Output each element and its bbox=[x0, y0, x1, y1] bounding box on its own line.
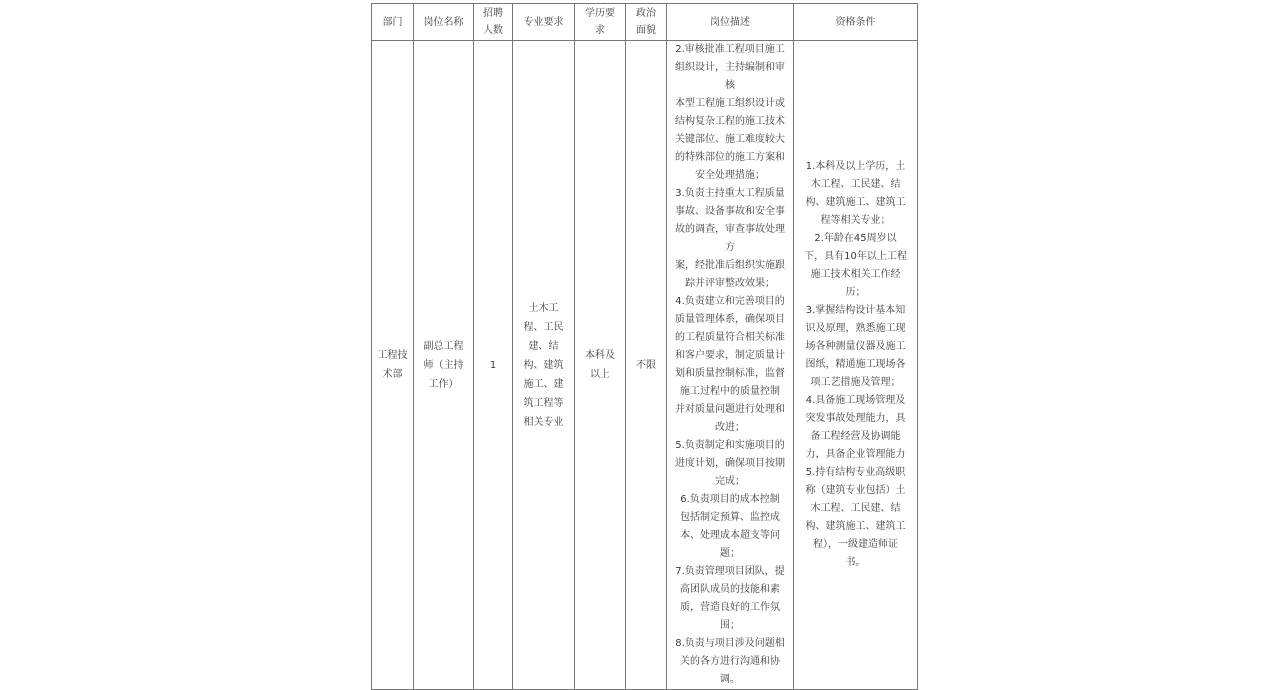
cell-text-line: 调。 bbox=[720, 674, 740, 685]
cell-text-line: 求 bbox=[595, 25, 605, 36]
cell-text-line: 专业要求 bbox=[523, 16, 564, 28]
cell-text-line: 资格条件 bbox=[835, 16, 876, 28]
cell-text-line: 副总工程 bbox=[423, 340, 464, 352]
cell-text-line: 部门 bbox=[382, 16, 403, 28]
header-department bbox=[372, 4, 414, 41]
cell-text-line: 力，具备企业管理能力 bbox=[805, 449, 906, 460]
cell-text-line: 4.具备施工现场管理及 bbox=[805, 395, 906, 406]
cell-text-line: 岗位描述 bbox=[710, 16, 750, 28]
cell-text-line: 包括制定预算、监控成 bbox=[680, 512, 780, 523]
cell-text-line: 历； bbox=[845, 287, 866, 298]
cell-text-line: 师（主持 bbox=[423, 359, 464, 371]
cell-text-line: 程等相关专业； bbox=[820, 215, 891, 226]
cell-text-line: 木工程、工民建、结 bbox=[810, 179, 901, 190]
cell-text-line: 学历要 bbox=[585, 8, 615, 19]
cell-text-line: 场各种测量仪器及施工 bbox=[805, 341, 906, 352]
cell-text-line: 事故、设备事故和安全事 bbox=[675, 206, 785, 217]
cell-text-line: 7.负责管理项目团队，提 bbox=[675, 566, 785, 577]
cell-text-line: 本、处理成本超支等问 bbox=[680, 530, 780, 541]
cell-text-line: 工程技 bbox=[377, 350, 408, 361]
cell-text-line: 突发事故处理能力，具 bbox=[805, 413, 906, 424]
cell-text-line: 划和质量控制标准，监督 bbox=[675, 368, 785, 379]
cell-major bbox=[513, 41, 575, 690]
cell-text-line: 程），一级建造师证 bbox=[813, 539, 898, 550]
cell-text-line: 人数 bbox=[483, 25, 503, 36]
cell-text-line: 施工技术相关工作经 bbox=[810, 269, 901, 280]
cell-text-line: 安全处理措施； bbox=[695, 170, 765, 181]
recruitment-table bbox=[371, 3, 918, 690]
cell-text-line: 关键部位、施工难度较大 bbox=[675, 134, 785, 145]
cell-text-line: 图纸，精通施工现场各 bbox=[805, 359, 906, 370]
cell-text-line: 结构复杂工程的施工技术 bbox=[675, 116, 785, 127]
header-row bbox=[372, 4, 918, 41]
cell-text-line: 质，营造良好的工作氛 bbox=[680, 602, 780, 613]
header-major bbox=[513, 4, 575, 41]
cell-text-line: 改进； bbox=[715, 422, 745, 433]
cell-text-line: 施工、建 bbox=[523, 378, 564, 390]
cell-text-line: 的工程质量符合相关标准 bbox=[675, 332, 785, 343]
header-headcount bbox=[474, 4, 513, 41]
cell-text-line: 案，经批准后组织实施跟 bbox=[675, 260, 785, 271]
cell-text-line: 的特殊部位的施工方案和 bbox=[675, 152, 785, 163]
header-qualifications bbox=[794, 4, 918, 41]
cell-text-line: 以上 bbox=[590, 369, 610, 380]
cell-text-line: 面貌 bbox=[636, 25, 656, 36]
cell-text-line: 不限 bbox=[636, 359, 656, 371]
cell-political bbox=[626, 41, 667, 690]
cell-text-line: 构、建筑施工、建筑工 bbox=[805, 197, 906, 208]
cell-text-line: 高团队成员的技能和素 bbox=[680, 584, 780, 595]
cell-text-line: 程、工民 bbox=[523, 321, 564, 333]
cell-text-line: 岗位名称 bbox=[423, 16, 464, 28]
cell-text-line: 1.本科及以上学历，土 bbox=[805, 161, 906, 172]
cell-text-line: 招聘 bbox=[483, 8, 503, 19]
cell-text-line: 和客户要求，制定质量计 bbox=[675, 350, 785, 361]
cell-position bbox=[414, 41, 474, 690]
cell-text-line: 并对质量问题进行处理和 bbox=[675, 404, 785, 415]
cell-text-line: 筑工程等 bbox=[523, 397, 564, 409]
cell-education bbox=[575, 41, 626, 690]
cell-text-line: 组织设计，主持编制和审核 bbox=[675, 62, 785, 91]
cell-text-line: 施工过程中的质量控制 bbox=[680, 386, 780, 397]
cell-text-line: 2.审核批准工程项目施工 bbox=[675, 44, 785, 55]
cell-text-line: 政治 bbox=[636, 8, 656, 19]
cell-text-line: 5.持有结构专业高级职 bbox=[805, 467, 906, 478]
cell-text-line: 术部 bbox=[382, 369, 403, 380]
cell-text-line: 称（建筑专业包括）土 bbox=[805, 485, 906, 496]
cell-department bbox=[372, 41, 414, 690]
header-position bbox=[414, 4, 474, 41]
cell-text-line: 进度计划，确保项目按期 bbox=[675, 458, 785, 469]
cell-text-line: 木工程、工民建、结 bbox=[810, 503, 901, 514]
cell-text-line: 5.负责制定和实施项目的 bbox=[675, 440, 785, 451]
header-political bbox=[626, 4, 667, 41]
cell-text-line: 题； bbox=[720, 548, 740, 559]
header-education bbox=[575, 4, 626, 41]
cell-text-line: 完成； bbox=[715, 476, 745, 487]
cell-text-line: 书。 bbox=[845, 557, 866, 568]
cell-text-line: 关的各方进行沟通和协 bbox=[680, 656, 780, 667]
cell-text-line: 工作） bbox=[428, 378, 459, 390]
cell-text-line: 8.负责与项目涉及问题相 bbox=[675, 638, 785, 649]
cell-text-line: 备工程经营及协调能 bbox=[810, 431, 901, 442]
cell-text-line: 本型工程施工组织设计或 bbox=[675, 98, 785, 109]
cell-text-line: 项工艺措施及管理； bbox=[810, 377, 901, 388]
cell-text-line: 建、结 bbox=[528, 340, 559, 352]
cell-qualifications bbox=[794, 41, 918, 690]
cell-text-line: 土木工 bbox=[528, 302, 559, 314]
cell-text-line: 踪并评审整改效果； bbox=[685, 278, 775, 289]
cell-duties bbox=[667, 41, 794, 690]
cell-text-line: 识及原理，熟悉施工现 bbox=[805, 323, 906, 334]
cell-text-line: 3.掌握结构设计基本知 bbox=[805, 305, 906, 316]
cell-text-line: 相关专业 bbox=[523, 416, 564, 428]
cell-text-line: 构、建筑施工、建筑工 bbox=[805, 521, 906, 532]
cell-text-line: 4.负责建立和完善项目的 bbox=[675, 296, 785, 307]
table-row bbox=[372, 41, 918, 690]
cell-text-line: 本科及 bbox=[585, 350, 615, 361]
cell-text-line: 故的调查，审查事故处理方 bbox=[675, 224, 785, 253]
header-duties bbox=[667, 4, 794, 41]
cell-text-line: 1 bbox=[489, 359, 497, 371]
cell-text-line: 构、建筑 bbox=[523, 359, 564, 371]
cell-headcount bbox=[474, 41, 513, 690]
cell-text-line: 质量管理体系，确保项目 bbox=[675, 314, 785, 325]
cell-text-line: 3.负责主持重大工程质量 bbox=[675, 188, 785, 199]
cell-text-line: 下，具有10年以上工程 bbox=[804, 251, 907, 262]
cell-text-line: 围； bbox=[720, 620, 740, 631]
cell-text-line: 2.年龄在45周岁以 bbox=[814, 233, 897, 244]
cell-text-line: 6.负责项目的成本控制 bbox=[680, 494, 780, 505]
